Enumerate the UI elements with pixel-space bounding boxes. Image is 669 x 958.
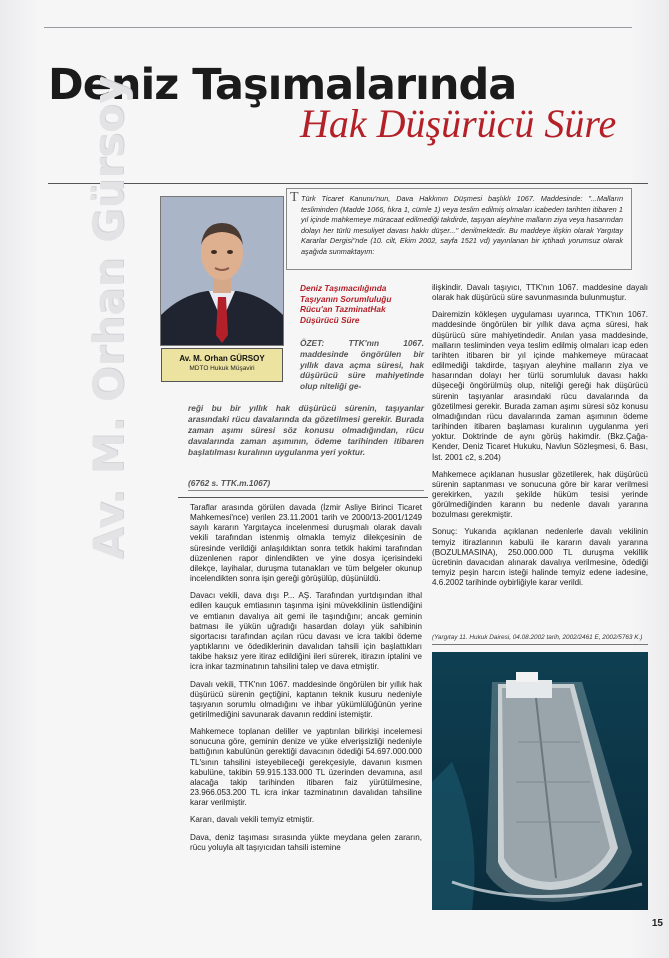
intro-box — [286, 188, 632, 270]
header-divider — [48, 183, 648, 184]
body-column-right — [432, 283, 648, 595]
paragraph: Kararı, davalı vekili temyiz etmiştir. — [190, 815, 315, 825]
paragraph: Dava, deniz taşıması sırasında yükte meydana gelen zararın, rücu yoluyla alt taşıyıcıdan tahsili istemine — [190, 832, 422, 852]
tanker-ship-photo — [432, 652, 648, 910]
paragraph: Dairemizin kökleşen uygulaması uyarınca, TTK'nın 1067. maddesinde öngörülen bir yıllık dava açma süresi, hak düşürücü süre mahiyetindedir. Anılan yasa maddesinde, malların tesliminden veya teslim edilmiş olmaları icap eden tarihten itibaren bir yıl içinde mahkemeye müracaat edilmediği takdirde, taşıyan aleyhine malların ziya ve hasarından dolayı her türlü sorumluluk davası hakkı düşeceği öngörülmüş olup, niteliği gereği hak düşürücü sürenin taşıyanlar arasındaki rücu davalarında da gözetilmesi gerekir. Burada zaman aşımı süresi söz konusu olmadığından rücu davalarında zaman aşımının ödeme tarihinden itibaren başlaması kuralının uygulanma yeri yoktur. Doktrinde de aynı görüş hakimdir. (Bkz.Çağa-Kender, Deniz Ticaret Hukuku, Navlun Sözleşmesi, 6. Bası, İst. 2001 c2, s.204) — [432, 310, 648, 462]
law-reference: (6762 s. TTK.m.1067) — [188, 478, 271, 488]
intro-text: Türk Ticaret Kanunu'nun, Dava Hakkının Düşmesi başlıklı 1067. Maddesinde: "...Malların tesliminden (Madde 1066, fıkra 1, cümle 1) veya teslim edilmiş olmaları icabeden tarihten itibaren 1 yıl içinde mahkemeye müracaat edilmediği takdirde, taşıyan aleyhine malların ziya veya hasarından dolayı her türlü mesuliyet davası hakkı düşer..." denilmektedir. Bu maddeye ilişkin olarak Yargıtay Kararlar Dergisi"nde (10. cilt, Ekim 2002, sayfa 1521 vd) yayınlanan bir içtihadı yorumsuz olarak aşağıda sunmaktayım: — [301, 194, 623, 256]
body-column-left — [190, 503, 422, 860]
top-rule — [44, 27, 632, 28]
paragraph: Mahkemece açıklanan hususlar gözetilerek, hak düşürücü sürenin saptanması ve sonucuna göre bir karar verilmesi gerekirken, yazılı şekilde hüküm tesisi yerinde görülmediğinden kararın bu nedenle davalı yararına bozulması gerekmiştir. — [432, 469, 648, 520]
paragraph: Mahkemece toplanan deliller ve yaptırılan bilirkişi incelemesi sonucuna göre, geminin denize ve yüke elverişsizliği nedeniyle battığının kabulünün gerektiği davacının ödediği 54.697.000.000 TL'sının tahsilini isteyebileceği gerekçesiyle, davanın kısmen kabulüne, takibin 59.915.133.000 TL üzerinden devamına, asıl alacağa takip tarihinden itibaren faiz yürütülmesine, 23.966.053.200 TL icra inkar tazminatının davalıdan tahsiline karar verilmiştir. — [190, 727, 422, 808]
initial-t-icon: T — [290, 190, 299, 205]
paragraph: ilişkindir. Davalı taşıyıcı, TTK'nın 1067. maddesine dayalı olarak hak düşürücü süre savunmasında bulunmuştur. — [432, 283, 648, 303]
vertical-author-watermark: Av. M. Orhan Gürsoy — [84, 76, 133, 560]
article-title: Deniz Taşımalarında — [48, 60, 517, 110]
summary-tail: reği bu bir yıllık hak düşürücü sürenin, taşıyanlar arasındaki rücu davalarında da gözetilmesi gerekir. Burada zaman aşımı süresi söz konusu olmadığından, rücu davalarında zaman aşımının, ödeme tarihinden itibaren başlatılması kuralının uygulanma yeri yoktur. — [188, 403, 424, 457]
paragraph: Davacı vekili, dava dışı P... AŞ. Tarafından yurtdışından ithal edilen kauçuk emtiasının taşınma işini müvekkilinin üstlendiğini ve emtianın davalıya ait gemi ile taşındığını; ancak geminin batması ile yükün uğradığı hasardan dolayı yük sahibinin sigortacısı tarafından açılan rücu davası ve icra takibi ödeme yaptıklarını ve ödediklerinin davalıdan tahsili için başlattıkları takibe haksız yere itiraz edildiğini ileri sürerek, itirazın iptalini ve icra inkar tazminatının tahsilini talep ve dava etmiştir. — [190, 591, 422, 672]
court-reference: (Yargıtay 11. Hukuk Dairesi, 04.08.2002 tarih, 2002/2461 E, 2002/5763 K.) — [432, 634, 643, 641]
author-photo — [160, 196, 284, 346]
case-heading: Deniz Taşımacılığında Taşıyanın Sorumluluğu Rücu'an TazminatHak Düşürücü Süre — [300, 283, 392, 325]
reference-rule — [188, 490, 424, 491]
author-role: MDTO Hukuk Müşaviri — [189, 365, 255, 372]
summary-head: ÖZET: TTK'nın 1067. maddesinde öngörülen bir yıllık dava açma süresi, hak düşürücü süre mahiyetinde olup niteliği ge- — [300, 338, 424, 392]
article-subtitle: Hak Düşürücü Süre — [300, 101, 617, 146]
section-divider — [178, 497, 428, 498]
paragraph: Sonuç: Yukarıda açıklanan nedenlerle davalı vekilinin temyiz itirazlarının kabulü ile kararın davalı yararına (BOZULMASINA), 250.000.000 TL duruşma vekillik ücretinin davacıdan alınarak davalıya verilmesine, ödediği temyiz peşin harcın isteği halinde temyiz edene iadesine, 4.6.2002 tarihinde oybirliğiyle karar verildi. — [432, 527, 648, 588]
paragraph: Taraflar arasında görülen davada (İzmir Asliye Birinci Ticaret Mahkemesi'nce) verilen 23.11.2001 tarih ve 2000/13-2001/1249 sayılı kararın Yargıtayca incelenmesi duruşmalı olarak davalı vekili tarafından istenmiş olmakla temyiz dilekçesinin de süresinde verildiği anlaşıldıktan sonra tetkik hakimi tarafından düzenlenen rapor dinlendikten ve yine dosya içerisindeki dilekçe, layihalar, duruşma tutanakları ve tüm belgeler okunup incelendikten sonra işin gereği görüşülüp, düşünüldü. — [190, 503, 422, 584]
court-reference-rule — [432, 644, 648, 645]
page-number: 15 — [651, 918, 663, 929]
author-name: Av. M. Orhan GÜRSOY — [179, 354, 265, 363]
author-caption — [161, 348, 283, 382]
paragraph: Davalı vekili, TTK'nın 1067. maddesinde öngörülen bir yıllık hak düşürücü sürenin geçtiğini, kaptanın teknik kusuru nedeniyle taşıyanın sorumlu olmadığını ve ihbar yükümlülüğünün yerine getirilmediğini savunarak davanın reddini istemiştir. — [190, 679, 422, 719]
